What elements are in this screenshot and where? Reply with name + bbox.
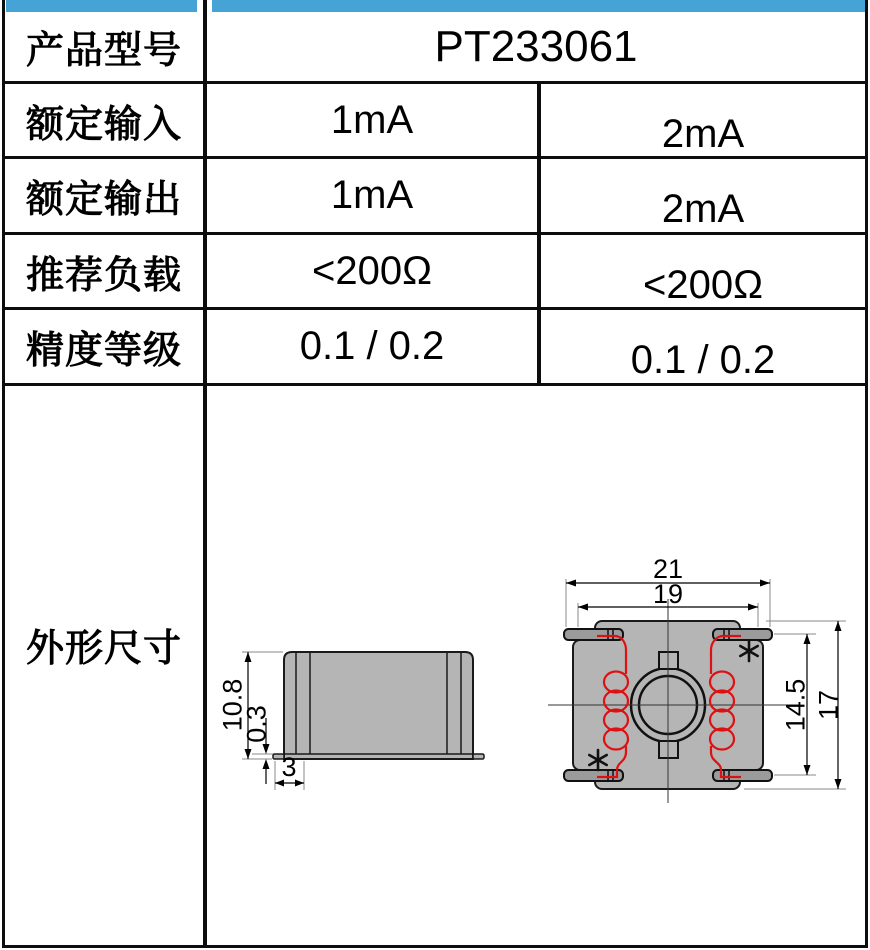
pin-top-right xyxy=(713,629,772,640)
dim-text-pin-pitch: 14.5 xyxy=(780,678,811,732)
label-product-model: 产品型号 xyxy=(25,30,182,72)
value-recommended-load-2: <200Ω xyxy=(643,262,763,307)
side-view-flange-right xyxy=(473,754,484,759)
label-outline-dimensions: 外形尺寸 xyxy=(25,627,182,670)
label-accuracy-class: 精度等级 xyxy=(25,330,182,372)
value-recommended-load-1: <200Ω xyxy=(312,248,432,293)
value-product-model: PT233061 xyxy=(434,21,638,71)
dimension-flange-thickness-0-3 xyxy=(241,705,273,784)
dim-text-overall-height: 17 xyxy=(813,689,844,721)
label-recommended-load: 推荐负载 xyxy=(25,254,182,297)
pin-bottom-left xyxy=(564,770,623,781)
value-accuracy-class-1: 0.1 / 0.2 xyxy=(299,324,445,368)
pin-top-left xyxy=(564,629,623,640)
dim-text-flange-thickness: 0.3 xyxy=(241,705,272,743)
value-rated-output-2: 2mA xyxy=(661,187,745,231)
value-rated-input-2: 2mA xyxy=(661,111,745,156)
label-rated-output: 额定输出 xyxy=(25,179,182,221)
dimension-pin-pitch-14-5 xyxy=(774,634,816,775)
value-accuracy-class-2: 0.1 / 0.2 xyxy=(630,338,776,382)
side-view xyxy=(217,652,484,790)
value-rated-output-1: 1mA xyxy=(330,173,414,217)
value-rated-input-1: 1mA xyxy=(330,97,414,142)
dim-text-pin-span: 19 xyxy=(652,579,684,609)
top-view xyxy=(548,554,846,803)
dim-text-height: 10.8 xyxy=(217,678,248,732)
dim-text-flange-width: 3 xyxy=(281,752,297,782)
side-view-body xyxy=(284,652,473,759)
dim-text-overall-width: 21 xyxy=(652,554,684,584)
label-rated-input: 额定输入 xyxy=(25,103,182,146)
